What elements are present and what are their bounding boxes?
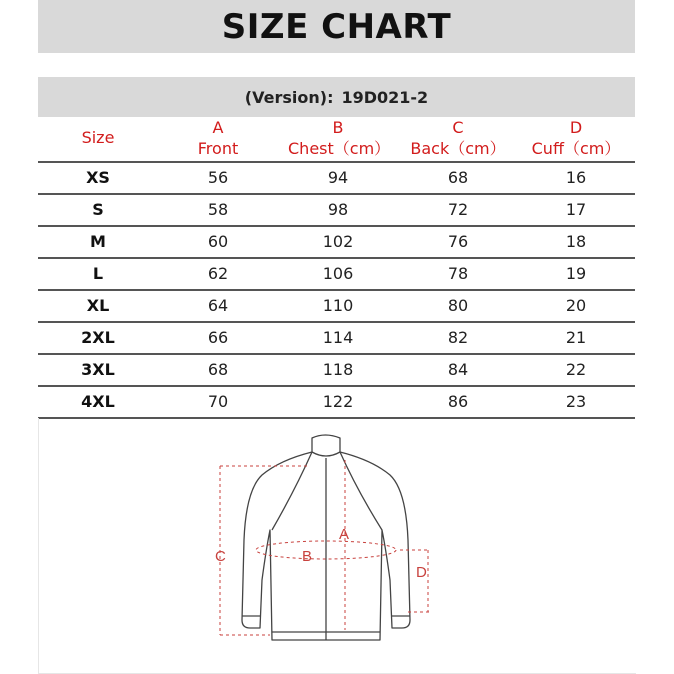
header-size: Size	[81, 128, 115, 147]
cuff-cell: 16	[565, 168, 587, 187]
back-cell: 84	[447, 360, 469, 379]
page-title: SIZE CHART	[221, 6, 452, 47]
chest-cell: 118	[322, 360, 354, 379]
front-cell: 68	[207, 360, 229, 379]
table-row	[38, 291, 635, 323]
label-d: D	[416, 564, 427, 581]
chest-cell: 114	[322, 328, 354, 347]
front-cell: 70	[207, 392, 229, 411]
cuff-cell: 20	[565, 296, 587, 315]
front-cell: 66	[207, 328, 229, 347]
table-row	[38, 227, 635, 259]
size-cell: 2XL	[81, 328, 115, 347]
table-row	[38, 195, 635, 227]
back-cell: 86	[447, 392, 469, 411]
front-cell: 58	[207, 200, 229, 219]
chest-cell: 110	[322, 296, 354, 315]
size-cell: XS	[86, 168, 110, 187]
cuff-cell: 23	[565, 392, 587, 411]
version-value: 19D021-2	[341, 87, 429, 107]
table-row	[38, 387, 635, 419]
header-cuff: D Cuff（cm）	[531, 118, 621, 158]
back-cell: 80	[447, 296, 469, 315]
chest-cell: 94	[327, 168, 349, 187]
table-row	[38, 259, 635, 291]
title-bar	[38, 0, 635, 53]
table-row	[38, 323, 635, 355]
chest-cell: 102	[322, 232, 354, 251]
back-cell: 82	[447, 328, 469, 347]
header-back: C Back（cm）	[410, 118, 506, 158]
size-cell: XL	[86, 296, 110, 315]
label-a: A	[339, 526, 350, 543]
front-cell: 62	[207, 264, 229, 283]
size-cell: 4XL	[81, 392, 115, 411]
front-cell: 56	[207, 168, 229, 187]
size-cell: 3XL	[81, 360, 115, 379]
table-row	[38, 355, 635, 387]
table-body	[38, 163, 635, 419]
back-cell: 78	[447, 264, 469, 283]
cuff-cell: 22	[565, 360, 587, 379]
chest-cell: 98	[327, 200, 349, 219]
chest-cell: 122	[322, 392, 354, 411]
label-c: C	[215, 548, 226, 565]
label-b: B	[302, 548, 313, 565]
table-header	[38, 118, 635, 163]
back-cell: 72	[447, 200, 469, 219]
cuff-cell: 17	[565, 200, 587, 219]
chest-cell: 106	[322, 264, 354, 283]
size-cell: L	[92, 264, 104, 283]
header-chest: B Chest（cm）	[288, 118, 391, 158]
cuff-cell: 19	[565, 264, 587, 283]
size-cell: S	[92, 200, 104, 219]
cuff-cell: 18	[565, 232, 587, 251]
front-cell: 64	[207, 296, 229, 315]
cuff-cell: 21	[565, 328, 587, 347]
version-label: (Version):	[244, 87, 334, 107]
back-cell: 68	[447, 168, 469, 187]
front-cell: 60	[207, 232, 229, 251]
jacket-outline-icon	[200, 430, 450, 660]
size-table	[38, 118, 635, 419]
size-cell: M	[90, 232, 106, 251]
header-front: A Front	[197, 118, 239, 158]
back-cell: 76	[447, 232, 469, 251]
version-bar	[38, 77, 635, 117]
table-row	[38, 163, 635, 195]
